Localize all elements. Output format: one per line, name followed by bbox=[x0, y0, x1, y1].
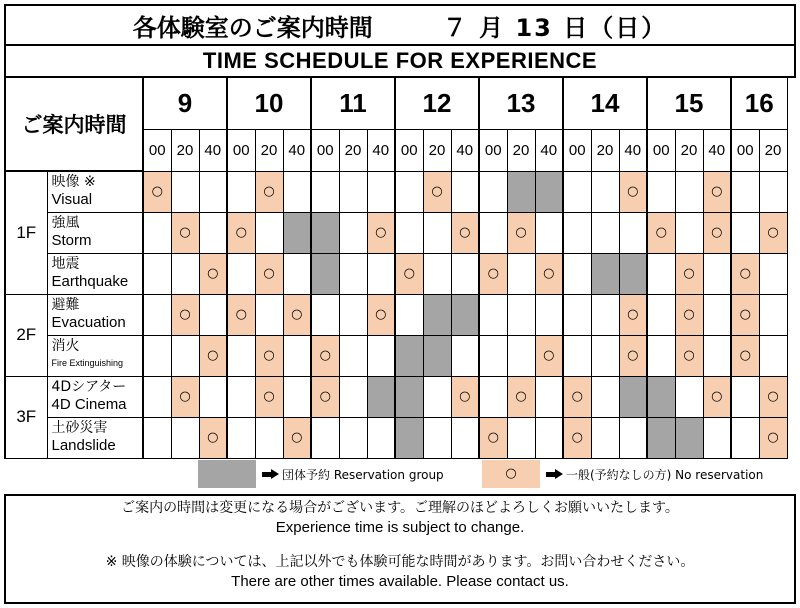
slot-empty bbox=[227, 376, 255, 417]
slot-empty bbox=[423, 212, 451, 253]
slot-empty bbox=[703, 253, 731, 294]
hour-header: 12 bbox=[395, 77, 479, 129]
slot-empty bbox=[675, 376, 703, 417]
slot-empty bbox=[563, 335, 591, 376]
slot-empty bbox=[759, 294, 787, 335]
slot-empty bbox=[283, 335, 311, 376]
slot-empty bbox=[227, 171, 255, 212]
slot-empty bbox=[731, 171, 759, 212]
slot-reservation-group bbox=[423, 294, 451, 335]
floor-label: 2F bbox=[5, 294, 47, 376]
slot-available: ○ bbox=[255, 376, 283, 417]
hour-header-row bbox=[5, 77, 787, 129]
minute-header: 20 bbox=[507, 129, 535, 171]
room-name-jp: 地震 bbox=[51, 255, 80, 272]
slot-empty bbox=[423, 417, 451, 458]
slot-empty bbox=[227, 417, 255, 458]
room-row bbox=[5, 376, 787, 417]
minute-header: 20 bbox=[255, 129, 283, 171]
room-name-cell bbox=[47, 212, 143, 253]
slot-available: ○ bbox=[227, 294, 255, 335]
slot-empty bbox=[451, 253, 479, 294]
minute-header: 20 bbox=[423, 129, 451, 171]
slot-empty bbox=[647, 253, 675, 294]
slot-reservation-group bbox=[675, 417, 703, 458]
slot-empty bbox=[143, 294, 171, 335]
slot-empty bbox=[283, 253, 311, 294]
slot-empty bbox=[535, 212, 563, 253]
slot-empty bbox=[283, 171, 311, 212]
room-row bbox=[5, 417, 787, 458]
floor-label: 3F bbox=[5, 376, 47, 458]
slot-empty bbox=[423, 376, 451, 417]
slot-empty bbox=[255, 294, 283, 335]
slot-available: ○ bbox=[199, 253, 227, 294]
note-line2-en: There are other times available. Please contact us. bbox=[231, 573, 569, 590]
minute-header: 20 bbox=[591, 129, 619, 171]
slot-empty bbox=[675, 212, 703, 253]
slot-available: ○ bbox=[255, 171, 283, 212]
slot-empty bbox=[395, 171, 423, 212]
minute-header: 00 bbox=[563, 129, 591, 171]
slot-available: ○ bbox=[703, 171, 731, 212]
room-name-jp: 土砂災害 bbox=[51, 419, 108, 436]
slot-empty bbox=[339, 335, 367, 376]
room-name-cell bbox=[47, 335, 143, 376]
slot-empty bbox=[199, 376, 227, 417]
slot-available: ○ bbox=[199, 417, 227, 458]
slot-empty bbox=[675, 171, 703, 212]
slot-empty bbox=[479, 335, 507, 376]
slot-empty bbox=[143, 417, 171, 458]
slot-empty bbox=[171, 335, 199, 376]
slot-empty bbox=[507, 417, 535, 458]
slot-empty bbox=[395, 294, 423, 335]
slot-empty bbox=[535, 417, 563, 458]
slot-available: ○ bbox=[367, 212, 395, 253]
slot-reservation-group bbox=[395, 335, 423, 376]
slot-available: ○ bbox=[759, 212, 787, 253]
slot-empty bbox=[199, 212, 227, 253]
slot-empty bbox=[619, 212, 647, 253]
title-bar bbox=[4, 4, 796, 46]
hour-header: 16 bbox=[731, 77, 787, 129]
legend-reservation-label: 団体予約 Reservation group bbox=[282, 468, 444, 482]
hour-header: 11 bbox=[311, 77, 395, 129]
slot-empty bbox=[171, 171, 199, 212]
slot-empty bbox=[143, 212, 171, 253]
slot-empty bbox=[339, 171, 367, 212]
room-row bbox=[5, 335, 787, 376]
slot-empty bbox=[451, 417, 479, 458]
room-name-en: Fire Extinguishing bbox=[51, 357, 124, 368]
slot-available: ○ bbox=[395, 253, 423, 294]
slot-available: ○ bbox=[675, 294, 703, 335]
page-title: 各体験室のご案内時間 bbox=[132, 13, 373, 42]
hour-header: 15 bbox=[647, 77, 731, 129]
room-name-en: Storm bbox=[51, 231, 92, 249]
slot-reservation-group bbox=[591, 253, 619, 294]
slot-available: ○ bbox=[619, 335, 647, 376]
minute-header: 40 bbox=[451, 129, 479, 171]
slot-available: ○ bbox=[199, 335, 227, 376]
slot-reservation-group bbox=[535, 171, 563, 212]
slot-available: ○ bbox=[759, 376, 787, 417]
slot-empty bbox=[255, 212, 283, 253]
slot-reservation-group bbox=[311, 253, 339, 294]
minute-header: 00 bbox=[731, 129, 759, 171]
minute-header: 20 bbox=[171, 129, 199, 171]
slot-empty bbox=[255, 417, 283, 458]
slot-empty bbox=[479, 171, 507, 212]
slot-empty bbox=[563, 253, 591, 294]
minute-header: 20 bbox=[675, 129, 703, 171]
room-row bbox=[5, 212, 787, 253]
slot-empty bbox=[647, 335, 675, 376]
slot-empty bbox=[311, 417, 339, 458]
note-line1-jp: ご案内の時間は変更になる場合がございます。ご理解のほどよろしくお願いいたします。 bbox=[121, 500, 679, 516]
minute-header: 40 bbox=[703, 129, 731, 171]
minute-header: 40 bbox=[367, 129, 395, 171]
schedule-date: ７ 月 13 日（日） bbox=[442, 13, 668, 42]
slot-available: ○ bbox=[367, 294, 395, 335]
room-name-en: 4D Cinema bbox=[51, 395, 127, 413]
slot-empty bbox=[311, 294, 339, 335]
slot-available: ○ bbox=[507, 376, 535, 417]
slot-empty bbox=[535, 294, 563, 335]
slot-available: ○ bbox=[507, 212, 535, 253]
slot-empty bbox=[199, 294, 227, 335]
minute-header: 40 bbox=[535, 129, 563, 171]
legend bbox=[198, 460, 798, 490]
room-name-cell bbox=[47, 253, 143, 294]
slot-empty bbox=[451, 335, 479, 376]
slot-empty bbox=[759, 335, 787, 376]
slot-available: ○ bbox=[283, 294, 311, 335]
slot-empty bbox=[731, 417, 759, 458]
slot-empty bbox=[339, 212, 367, 253]
hour-header: 14 bbox=[563, 77, 647, 129]
slot-available: ○ bbox=[535, 253, 563, 294]
hour-header: 10 bbox=[227, 77, 311, 129]
minute-header: 00 bbox=[227, 129, 255, 171]
slot-empty bbox=[731, 376, 759, 417]
room-name-cell bbox=[47, 417, 143, 458]
slot-empty bbox=[759, 253, 787, 294]
room-name-jp: 消火 bbox=[51, 337, 80, 354]
room-name-en: Earthquake bbox=[51, 272, 129, 290]
room-name-jp: 映像 ※ bbox=[51, 174, 96, 190]
slot-empty bbox=[143, 376, 171, 417]
slot-available: ○ bbox=[283, 417, 311, 458]
slot-empty bbox=[339, 376, 367, 417]
hour-header: 9 bbox=[143, 77, 227, 129]
slot-empty bbox=[591, 212, 619, 253]
room-name-en: Landslide bbox=[51, 436, 116, 454]
slot-empty bbox=[563, 171, 591, 212]
room-name-cell bbox=[47, 171, 143, 212]
slot-empty bbox=[367, 335, 395, 376]
slot-reservation-group bbox=[451, 294, 479, 335]
slot-empty bbox=[367, 417, 395, 458]
slot-empty bbox=[647, 294, 675, 335]
slot-empty bbox=[339, 253, 367, 294]
slot-available: ○ bbox=[479, 417, 507, 458]
slot-empty bbox=[647, 171, 675, 212]
slot-available: ○ bbox=[619, 171, 647, 212]
slot-empty bbox=[507, 294, 535, 335]
slot-empty bbox=[535, 376, 563, 417]
slot-available: ○ bbox=[143, 171, 171, 212]
slot-empty bbox=[143, 335, 171, 376]
slot-available: ○ bbox=[731, 335, 759, 376]
minute-header: 00 bbox=[647, 129, 675, 171]
room-row bbox=[5, 171, 787, 212]
room-name-jp: 4Dシアター bbox=[51, 378, 127, 395]
legend-available-label: 一般(予約なしの方) No reservation bbox=[566, 468, 764, 482]
slot-reservation-group bbox=[619, 376, 647, 417]
room-name-cell bbox=[47, 376, 143, 417]
note-line1-en: Experience time is subject to change. bbox=[275, 519, 525, 536]
slot-empty bbox=[591, 171, 619, 212]
minute-header: 40 bbox=[283, 129, 311, 171]
slot-reservation-group bbox=[395, 417, 423, 458]
slot-available: ○ bbox=[255, 335, 283, 376]
slot-available: ○ bbox=[451, 212, 479, 253]
slot-available: ○ bbox=[675, 253, 703, 294]
slot-reservation-group bbox=[423, 335, 451, 376]
slot-available: ○ bbox=[535, 335, 563, 376]
room-row bbox=[5, 294, 787, 335]
slot-reservation-group bbox=[507, 171, 535, 212]
slot-available: ○ bbox=[423, 171, 451, 212]
slot-empty bbox=[395, 212, 423, 253]
slot-available: ○ bbox=[227, 212, 255, 253]
slot-reservation-group bbox=[367, 376, 395, 417]
floor-label: 1F bbox=[5, 171, 47, 294]
subtitle-bar bbox=[4, 44, 796, 78]
slot-available: ○ bbox=[171, 294, 199, 335]
slot-empty bbox=[619, 417, 647, 458]
slot-available: ○ bbox=[479, 253, 507, 294]
minute-header: 00 bbox=[143, 129, 171, 171]
slot-empty bbox=[227, 335, 255, 376]
schedule-table bbox=[4, 76, 788, 459]
slot-empty bbox=[479, 212, 507, 253]
slot-available: ○ bbox=[731, 253, 759, 294]
room-name-jp: 強風 bbox=[51, 214, 80, 231]
slot-empty bbox=[507, 335, 535, 376]
slot-empty bbox=[199, 171, 227, 212]
slot-empty bbox=[339, 417, 367, 458]
slot-empty bbox=[703, 417, 731, 458]
slot-available: ○ bbox=[703, 376, 731, 417]
slot-empty bbox=[479, 376, 507, 417]
slot-reservation-group bbox=[395, 376, 423, 417]
slot-available: ○ bbox=[759, 417, 787, 458]
minute-header: 40 bbox=[199, 129, 227, 171]
room-name-en: Visual bbox=[51, 191, 93, 208]
slot-empty bbox=[703, 335, 731, 376]
corner-label: ご案内時間 bbox=[5, 77, 143, 171]
slot-empty bbox=[703, 294, 731, 335]
slot-reservation-group bbox=[311, 212, 339, 253]
slot-empty bbox=[311, 171, 339, 212]
slot-empty bbox=[731, 212, 759, 253]
slot-empty bbox=[591, 417, 619, 458]
legend-available-swatch: ○ bbox=[482, 460, 540, 488]
slot-empty bbox=[479, 294, 507, 335]
slot-available: ○ bbox=[255, 253, 283, 294]
slot-available: ○ bbox=[731, 294, 759, 335]
slot-available: ○ bbox=[675, 335, 703, 376]
slot-empty bbox=[591, 376, 619, 417]
slot-reservation-group bbox=[647, 376, 675, 417]
slot-empty bbox=[507, 253, 535, 294]
notes-box bbox=[4, 494, 796, 604]
room-row bbox=[5, 253, 787, 294]
slot-available: ○ bbox=[703, 212, 731, 253]
slot-empty bbox=[451, 171, 479, 212]
note-line2-jp: ※ 映像の体験については、上記以外でも体験可能な時間があります。お問い合わせください。 bbox=[105, 554, 695, 570]
slot-empty bbox=[283, 376, 311, 417]
slot-reservation-group bbox=[647, 417, 675, 458]
slot-available: ○ bbox=[451, 376, 479, 417]
slot-available: ○ bbox=[171, 376, 199, 417]
slot-available: ○ bbox=[171, 212, 199, 253]
slot-empty bbox=[367, 253, 395, 294]
room-name-jp: 避難 bbox=[51, 296, 80, 313]
room-name-en: Evacuation bbox=[51, 313, 126, 331]
minute-header: 20 bbox=[339, 129, 367, 171]
minute-header: 20 bbox=[759, 129, 787, 171]
slot-empty bbox=[143, 253, 171, 294]
legend-reservation-swatch bbox=[198, 460, 256, 488]
slot-empty bbox=[339, 294, 367, 335]
slot-available: ○ bbox=[563, 417, 591, 458]
hour-header: 13 bbox=[479, 77, 563, 129]
slot-empty bbox=[171, 253, 199, 294]
slot-empty bbox=[563, 212, 591, 253]
slot-available: ○ bbox=[311, 376, 339, 417]
slot-reservation-group bbox=[283, 212, 311, 253]
slot-empty bbox=[367, 171, 395, 212]
room-name-cell bbox=[47, 294, 143, 335]
slot-empty bbox=[227, 253, 255, 294]
slot-empty bbox=[591, 335, 619, 376]
minute-header: 00 bbox=[311, 129, 339, 171]
slot-available: ○ bbox=[563, 376, 591, 417]
slot-empty bbox=[171, 417, 199, 458]
slot-reservation-group bbox=[619, 253, 647, 294]
slot-available: ○ bbox=[619, 294, 647, 335]
minute-header: 40 bbox=[619, 129, 647, 171]
minute-header: 00 bbox=[479, 129, 507, 171]
slot-empty bbox=[423, 253, 451, 294]
slot-empty bbox=[759, 171, 787, 212]
minute-header: 00 bbox=[395, 129, 423, 171]
slot-empty bbox=[563, 294, 591, 335]
slot-available: ○ bbox=[311, 335, 339, 376]
slot-empty bbox=[591, 294, 619, 335]
slot-available: ○ bbox=[647, 212, 675, 253]
page-subtitle: TIME SCHEDULE FOR EXPERIENCE bbox=[202, 48, 598, 73]
